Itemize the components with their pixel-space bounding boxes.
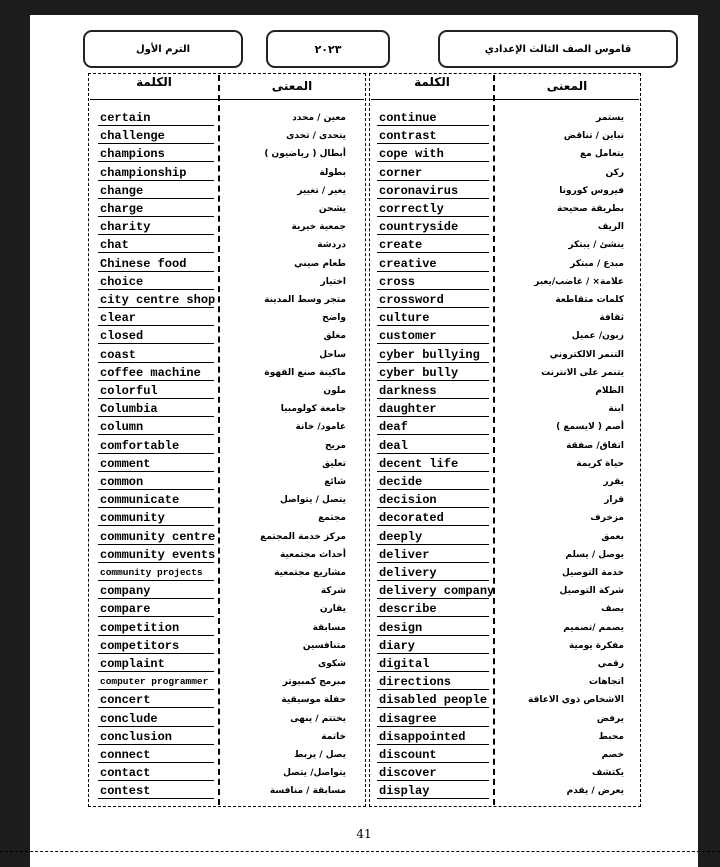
left-meaning-19: مريح (324, 440, 346, 451)
dictionary-title: قاموس الصف الثالث الإعدادي (438, 30, 678, 68)
right-row-underline (377, 635, 489, 636)
left-row-underline (98, 689, 214, 690)
left-row-underline (98, 398, 214, 399)
left-meaning-8: دردشة (317, 240, 346, 251)
left-meaning-37: يتواصل/ يتصل (283, 768, 346, 779)
left-header-separator (90, 99, 364, 100)
left-meaning-38: مسابقة / منافسة (269, 786, 346, 797)
left-row-underline (98, 416, 214, 417)
left-meaning-10: اختيار (320, 276, 346, 287)
right-word-22: decision (379, 493, 437, 508)
right-meaning-36: خصم (601, 750, 624, 760)
left-word-13: closed (100, 329, 144, 344)
left-word-3: champions (100, 147, 165, 162)
left-word-14: coast (100, 347, 137, 362)
left-row-underline (98, 307, 214, 308)
right-meaning-15: يتنمر على الانترنت (541, 367, 624, 378)
left-row-underline (98, 489, 214, 490)
left-meaning-15: ماكينة صنع القهوة (264, 367, 346, 378)
left-meaning-20: تعليق (322, 458, 346, 469)
right-word-17: daughter (379, 402, 437, 417)
right-row-underline (377, 707, 489, 708)
right-row-underline (377, 271, 489, 272)
left-row-underline (98, 671, 214, 672)
left-word-33: concert (100, 693, 151, 708)
left-word-15: coffee machine (100, 365, 201, 380)
right-row-underline (377, 398, 489, 399)
right-row-underline (377, 362, 489, 363)
right-row-underline (377, 234, 489, 235)
right-meaning-1: يستمر (596, 113, 624, 123)
left-meaning-16: ملون (323, 386, 346, 396)
left-word-12: clear (100, 311, 137, 326)
left-meaning-30: متنافسين (302, 640, 346, 651)
right-word-13: customer (379, 329, 437, 344)
right-meaning-5: فيروس كورونا (559, 185, 624, 196)
right-row-underline (377, 161, 489, 162)
right-word-33: disabled people (379, 693, 488, 708)
page-bottom-edge (0, 851, 720, 867)
left-word-28: compare (100, 602, 151, 617)
right-meaning-20: حياة كريمة (576, 458, 624, 469)
right-word-25: deliver (379, 547, 430, 562)
left-meaning-11: متجر وسط المدينة (264, 295, 346, 305)
left-word-5: change (100, 183, 144, 198)
left-row-underline (98, 598, 214, 599)
right-meaning-9: مبدع / مبتكر (570, 258, 624, 269)
right-row-underline (377, 544, 489, 545)
right-meaning-21: يقرر (603, 477, 624, 487)
left-meaning-3: أبطال ( رياضيون ) (264, 149, 346, 160)
right-meaning-35: محبط (598, 731, 624, 742)
right-row-underline (377, 671, 489, 672)
right-row-underline (377, 143, 489, 144)
right-word-24: deeply (379, 529, 423, 544)
right-word-5: coronavirus (379, 183, 459, 198)
left-word-22: communicate (100, 493, 180, 508)
right-word-31: digital (379, 657, 430, 671)
left-row-underline (98, 325, 214, 326)
right-meaning-22: قرار (604, 495, 624, 506)
left-meaning-14: ساحل (319, 349, 346, 360)
left-row-underline (98, 434, 214, 435)
right-row-underline (377, 125, 489, 126)
left-row-underline (98, 744, 214, 745)
right-row-underline (377, 180, 489, 181)
left-row-underline (98, 234, 214, 235)
right-row-underline (377, 653, 489, 654)
left-word-26: community projects (100, 567, 203, 578)
right-meaning-23: مزخرف (590, 513, 624, 524)
right-word-18: deaf (379, 420, 408, 435)
right-word-12: culture (379, 311, 430, 326)
left-row-underline (98, 707, 214, 708)
left-meaning-26: مشاريع مجتمعية (274, 568, 346, 578)
right-word-19: deal (379, 438, 408, 453)
left-meaning-23: مجتمع (318, 513, 346, 524)
right-row-underline (377, 507, 489, 508)
left-word-25: community events (100, 547, 216, 562)
left-row-underline (98, 198, 214, 199)
right-meaning-29: يصمم /تصميم (563, 622, 624, 633)
left-word-30: competitors (100, 638, 180, 653)
left-row-underline (98, 616, 214, 617)
left-meaning-35: خاتمة (321, 731, 346, 742)
right-row-underline (377, 562, 489, 563)
left-column-divider (218, 75, 220, 805)
right-row-underline (377, 798, 489, 799)
left-meaning-12: واضح (322, 313, 346, 324)
left-row-underline (98, 180, 214, 181)
right-word-21: decide (379, 475, 423, 489)
left-word-20: comment (100, 456, 151, 471)
left-row-underline (98, 635, 214, 636)
left-word-4: championship (100, 165, 187, 180)
right-row-underline (377, 453, 489, 454)
right-row-underline (377, 252, 489, 253)
right-word-28: describe (379, 602, 437, 617)
left-word-21: common (100, 475, 144, 489)
right-row-underline (377, 416, 489, 417)
right-meaning-28: يصف (601, 604, 624, 615)
left-row-underline (98, 580, 214, 581)
right-meaning-19: اتفاق/ صفقة (566, 440, 624, 451)
term-label: الترم الأول (83, 30, 243, 68)
right-word-32: directions (379, 675, 452, 690)
right-word-3: cope with (379, 147, 444, 162)
right-column-divider (493, 75, 495, 805)
right-meaning-11: كلمات متقاطعة (555, 295, 624, 305)
left-meaning-24: مركز خدمة المجتمع (260, 531, 346, 542)
left-meaning-25: أحداث مجتمعية (279, 549, 346, 560)
right-meaning-30: مفكرة يومية (568, 640, 624, 651)
right-meaning-37: يكتشف (591, 768, 624, 779)
left-word-29: competition (100, 620, 180, 635)
left-word-18: column (100, 420, 144, 435)
right-row-underline (377, 744, 489, 745)
left-word-6: charge (100, 202, 144, 216)
right-word-20: decent life (379, 456, 459, 471)
left-meaning-4: بطولة (319, 167, 346, 178)
right-row-underline (377, 598, 489, 599)
right-word-14: cyber bullying (379, 347, 480, 362)
left-meaning-13: مغلق (323, 331, 346, 342)
right-word-2: contrast (379, 129, 437, 144)
left-meaning-22: يتصل / يتواصل (279, 495, 346, 506)
right-word-30: diary (379, 638, 416, 653)
document-page (30, 15, 698, 867)
left-row-underline (98, 525, 214, 526)
left-meaning-1: معين / محدد (292, 113, 346, 123)
left-row-underline (98, 343, 214, 344)
right-meaning-24: بعمق (601, 531, 624, 542)
right-word-1: continue (379, 111, 437, 125)
right-header-meaning: المعنى (546, 79, 588, 93)
right-row-underline (377, 762, 489, 763)
right-meaning-26: خدمة التوصيل (561, 568, 624, 578)
right-meaning-25: يوصل / يسلم (565, 549, 624, 560)
right-meaning-38: يعرض / يقدم (566, 786, 624, 797)
left-word-1: certain (100, 111, 151, 125)
left-row-underline (98, 562, 214, 563)
left-row-underline (98, 380, 214, 381)
left-word-8: chat (100, 238, 129, 253)
left-header-meaning: المعنى (271, 79, 313, 93)
left-word-36: connect (100, 748, 151, 762)
left-row-underline (98, 216, 214, 217)
right-row-underline (377, 580, 489, 581)
left-row-underline (98, 726, 214, 727)
left-meaning-33: حفلة موسيقية (281, 695, 346, 706)
left-meaning-32: مبرمج كمبيوتر (282, 677, 346, 688)
left-word-37: contact (100, 766, 151, 781)
left-meaning-7: جمعية خيرية (291, 222, 346, 233)
left-meaning-2: يتحدى / تحدى (286, 131, 346, 142)
right-word-36: discount (379, 748, 437, 762)
right-row-underline (377, 380, 489, 381)
right-word-29: design (379, 620, 423, 635)
right-word-37: discover (379, 766, 437, 781)
left-row-underline (98, 780, 214, 781)
right-word-9: creative (379, 256, 437, 271)
right-word-7: countryside (379, 220, 459, 235)
right-meaning-33: الاشخاص ذوي الاعاقة (527, 695, 624, 706)
left-word-24: community centre (100, 529, 216, 544)
right-word-23: decorated (379, 511, 444, 526)
right-meaning-7: الريف (597, 222, 624, 233)
right-meaning-2: تباين / تناقض (563, 131, 624, 142)
right-meaning-3: يتعامل مع (580, 149, 624, 160)
right-word-34: disagree (379, 711, 437, 726)
right-row-underline (377, 307, 489, 308)
left-word-16: colorful (100, 384, 158, 398)
right-meaning-8: ينشئ / يبتكر (568, 240, 624, 251)
left-row-underline (98, 798, 214, 799)
right-word-26: delivery (379, 566, 437, 580)
right-header-separator (371, 99, 639, 100)
left-word-27: company (100, 584, 151, 599)
right-row-underline (377, 198, 489, 199)
right-meaning-32: اتجاهات (589, 677, 624, 688)
left-row-underline (98, 271, 214, 272)
left-word-19: comfortable (100, 438, 180, 453)
right-word-11: crossword (379, 293, 444, 307)
page-number: 41 (356, 827, 372, 841)
right-word-4: corner (379, 165, 423, 180)
right-meaning-6: بطريقة صحيحة (557, 204, 624, 214)
left-meaning-6: يشحن (318, 204, 346, 214)
left-word-17: Columbia (100, 402, 158, 417)
right-row-underline (377, 343, 489, 344)
left-word-35: conclusion (100, 729, 173, 744)
left-meaning-18: عامود/ خانة (295, 422, 346, 433)
left-meaning-27: شركة (320, 586, 346, 597)
right-word-6: correctly (379, 202, 444, 216)
left-meaning-17: جامعة كولومبيا (280, 404, 346, 415)
left-word-7: charity (100, 220, 151, 235)
right-row-underline (377, 726, 489, 727)
right-row-underline (377, 689, 489, 690)
left-word-9: Chinese food (100, 256, 187, 271)
right-row-underline (377, 616, 489, 617)
right-row-underline (377, 525, 489, 526)
right-meaning-27: شركة التوصيل (559, 586, 624, 597)
left-word-2: challenge (100, 129, 165, 144)
left-meaning-9: طعام صيني (294, 258, 346, 269)
year-label: ٢٠٢٣ (266, 30, 390, 68)
left-meaning-34: يختتم / ينهى (290, 713, 346, 724)
left-word-34: conclude (100, 711, 158, 726)
right-meaning-31: رقمي (597, 659, 624, 669)
left-row-underline (98, 544, 214, 545)
right-word-38: display (379, 784, 430, 799)
right-meaning-10: علامة× / غاضب/يعبر (534, 276, 624, 287)
left-meaning-21: شائع (324, 477, 346, 487)
right-row-underline (377, 325, 489, 326)
right-meaning-18: أصم ( لايسمع ) (556, 422, 624, 433)
left-row-underline (98, 252, 214, 253)
left-row-underline (98, 762, 214, 763)
left-row-underline (98, 289, 214, 290)
right-meaning-34: يرفض (596, 713, 624, 724)
right-word-15: cyber bully (379, 365, 459, 380)
right-row-underline (377, 216, 489, 217)
right-word-10: cross (379, 274, 416, 289)
right-meaning-14: التنمر الالكتروني (549, 349, 624, 360)
left-word-31: complaint (100, 657, 165, 671)
left-word-11: city centre shop (100, 293, 216, 307)
left-row-underline (98, 653, 214, 654)
right-row-underline (377, 471, 489, 472)
left-row-underline (98, 471, 214, 472)
right-row-underline (377, 289, 489, 290)
left-header-word: الكلمة (136, 75, 172, 89)
right-meaning-17: ابنة (608, 404, 624, 415)
left-row-underline (98, 161, 214, 162)
left-row-underline (98, 143, 214, 144)
right-word-27: delivery company (379, 584, 495, 599)
right-meaning-16: الظلام (595, 386, 624, 396)
right-meaning-13: زبون/ عميل (571, 331, 624, 342)
left-meaning-31: شكوى (318, 659, 346, 669)
left-word-32: computer programmer (100, 676, 209, 688)
right-meaning-12: ثقافة (599, 313, 624, 324)
left-row-underline (98, 453, 214, 454)
left-meaning-29: مسابقة (312, 622, 346, 633)
left-word-23: community (100, 511, 165, 526)
right-header-word: الكلمة (414, 75, 450, 89)
left-meaning-28: يقارن (319, 604, 346, 615)
right-word-8: create (379, 238, 423, 253)
right-meaning-4: ركن (605, 167, 624, 178)
left-meaning-5: يغير / تغيير (297, 185, 346, 196)
right-row-underline (377, 434, 489, 435)
right-row-underline (377, 780, 489, 781)
left-row-underline (98, 507, 214, 508)
left-row-underline (98, 362, 214, 363)
left-word-38: contest (100, 784, 151, 799)
right-row-underline (377, 489, 489, 490)
left-meaning-36: يصل / يربط (294, 750, 346, 760)
left-row-underline (98, 125, 214, 126)
right-word-35: disappointed (379, 729, 466, 744)
right-word-16: darkness (379, 384, 437, 398)
left-word-10: choice (100, 274, 144, 289)
